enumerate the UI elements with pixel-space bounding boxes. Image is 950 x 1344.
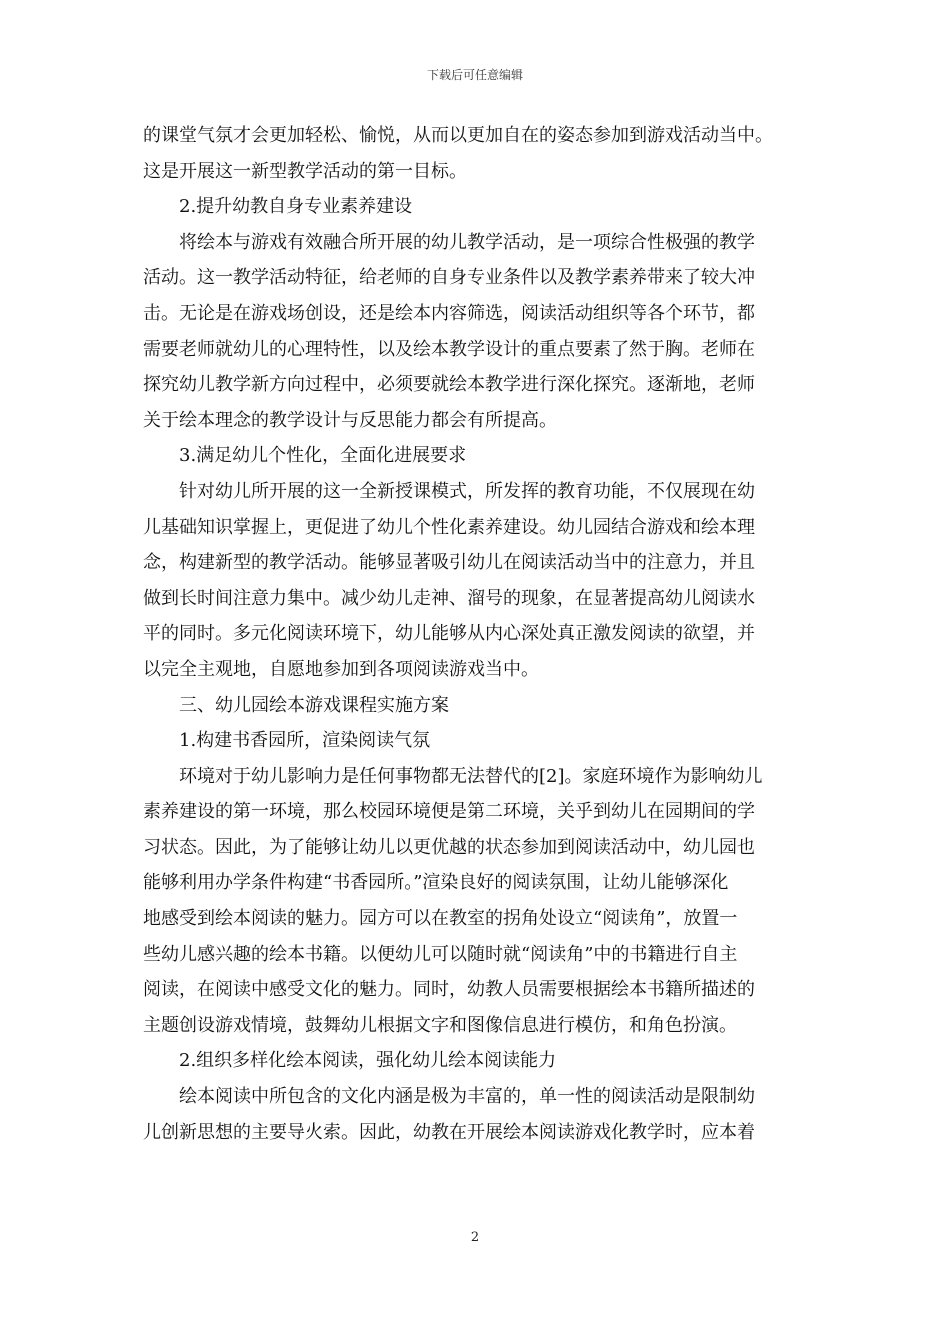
text-line: 阅读，在阅读中感受文化的魅力。同时，幼教人员需要根据绘本书籍所描述的: [143, 979, 755, 1001]
text-line: 以完全主观地，自愿地参加到各项阅读游戏当中。: [143, 658, 539, 680]
text-line: 素养建设的第一环境，那么校园环境便是第二环境，关乎到幼儿在园期间的学: [143, 801, 755, 823]
text-line: 探究幼儿教学新方向过程中，必须要就绘本教学进行深化探究。逐渐地，老师: [143, 374, 755, 396]
text-line: 平的同时。多元化阅读环境下，幼儿能够从内心深处真正激发阅读的欲望，并: [143, 623, 755, 645]
section-heading: 3.满足幼儿个性化，全面化进展要求: [179, 445, 467, 467]
text-line: 关于绘本理念的教学设计与反思能力都会有所提高。: [143, 409, 557, 431]
text-line: 儿基础知识掌握上，更促进了幼儿个性化素养建设。幼儿园结合游戏和绘本理: [143, 516, 755, 538]
text-line: 活动。这一教学活动特征，给老师的自身专业条件以及教学素养带来了较大冲: [143, 267, 755, 289]
text-line: 绘本阅读中所包含的文化内涵是极为丰富的，单一性的阅读活动是限制幼: [179, 1086, 755, 1108]
text-line: 这是开展这一新型教学活动的第一目标。: [143, 160, 467, 182]
chapter-heading: 三、幼儿园绘本游戏课程实施方案: [179, 694, 449, 716]
text-line: 能够利用办学条件构建“书香园所。”渲染良好的阅读氛围，让幼儿能够深化: [143, 872, 729, 894]
text-line: 习状态。因此，为了能够让幼儿以更优越的状态参加到阅读活动中，幼儿园也: [143, 836, 755, 858]
section-heading: 2.提升幼教自身专业素养建设: [179, 196, 413, 218]
text-line: 环境对于幼儿影响力是任何事物都无法替代的[2]。家庭环境作为影响幼儿: [179, 765, 763, 787]
text-line: 些幼儿感兴趣的绘本书籍。以便幼儿可以随时就“阅读角”中的书籍进行自主: [143, 943, 738, 965]
text-line: 将绘本与游戏有效融合所开展的幼儿教学活动，是一项综合性极强的教学: [179, 231, 755, 253]
text-line: 念，构建新型的教学活动。能够显著吸引幼儿在阅读活动当中的注意力，并且: [143, 552, 755, 574]
text-line: 地感受到绘本阅读的魅力。园方可以在教室的拐角处设立“阅读角”，放置一: [143, 908, 738, 930]
text-line: 儿创新思想的主要导火索。因此，幼教在开展绘本阅读游戏化教学时，应本着: [143, 1121, 755, 1143]
text-line: 需要老师就幼儿的心理特性，以及绘本教学设计的重点要素了然于胸。老师在: [143, 338, 755, 360]
text-line: 击。无论是在游戏场创设，还是绘本内容筛选，阅读活动组织等各个环节，都: [143, 302, 755, 324]
text-line: 的课堂气氛才会更加轻松、愉悦，从而以更加自在的姿态参加到游戏活动当中。: [143, 125, 773, 146]
document-body: [143, 118, 807, 1150]
page-header: 下载后可任意编辑: [426, 68, 523, 82]
text-line: 针对幼儿所开展的这一全新授课模式，所发挥的教育功能，不仅展现在幼: [179, 480, 755, 502]
page-number: 2: [470, 1230, 480, 1245]
text-line: 主题创设游戏情境，鼓舞幼儿根据文字和图像信息进行模仿，和角色扮演。: [143, 1014, 737, 1036]
section-heading: 2.组织多样化绘本阅读，强化幼儿绘本阅读能力: [179, 1050, 557, 1072]
text-line: 做到长时间注意力集中。减少幼儿走神、溜号的现象，在显著提高幼儿阅读水: [143, 587, 755, 609]
section-heading: 1.构建书香园所，渲染阅读气氛: [179, 730, 431, 752]
